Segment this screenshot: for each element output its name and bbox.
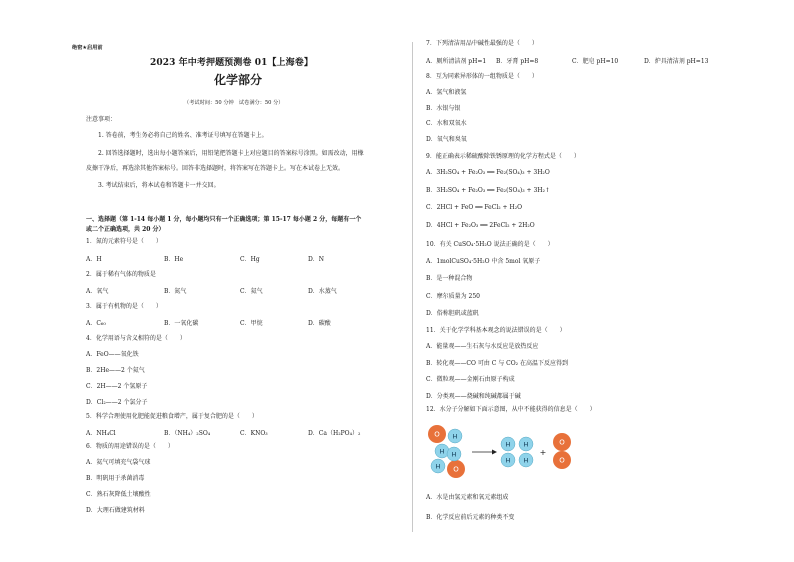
answer-option: C．甲烷 <box>240 320 263 327</box>
answer-option: A．H <box>86 256 102 263</box>
question-stem: 1．氮的元素符号是（ ） <box>86 238 162 245</box>
question-stem: 12．水分子分解如下面示意图，从中不能获得的信息是（ ） <box>426 406 596 413</box>
water-decomposition-diagram <box>426 422 596 478</box>
atom-label: H <box>439 447 445 456</box>
section-heading-cont: 或二个正确选项，共 20 分） <box>86 226 165 233</box>
answer-option: C．2H——2 个氢原子 <box>86 383 148 390</box>
atom-label: O <box>559 456 565 465</box>
note-item: 皮擦干净后，再选涂其他答案标号。回答非选择题时，将答案写在答题卡上。写在本试卷上无效。 <box>86 165 345 172</box>
answer-option: D．碳酸 <box>308 320 331 327</box>
answer-option: A．C₆₀ <box>86 320 106 327</box>
atom-label: H <box>523 440 529 449</box>
question-stem: 4．化学用语与含义相符的是（ ） <box>86 335 186 342</box>
answer-option: C．水和双氧水 <box>426 120 467 128</box>
exam-title: 2023 年中考押题预测卷 01【上海卷】 <box>150 58 313 68</box>
answer-option: B．是一种混合物 <box>426 275 473 283</box>
atom-label: H <box>452 432 458 441</box>
question-stem: 3．属于有机物的是（ ） <box>86 303 162 310</box>
answer-option: B．2He——2 个氦气 <box>86 367 145 374</box>
answer-option: B．3H₂SO₄ + Fe₂O₃ ══ Fe₂(SO₄)₃ + 3H₂↑ <box>426 186 550 194</box>
answer-option: A．氧气 <box>86 288 109 295</box>
atom-label: H <box>505 440 511 449</box>
question-stem: 7．下列清洁用品中碱性最强的是（ ） <box>426 40 538 47</box>
answer-option: C．氦气 <box>240 288 263 295</box>
answer-option: D．大理石做建筑材料 <box>86 507 145 514</box>
secret-mark: 绝密★启用前 <box>72 45 103 51</box>
answer-option: B．明矾用于杀菌消毒 <box>86 475 145 482</box>
answer-option: A．水是由氢元素和氧元素组成 <box>426 494 509 501</box>
question-stem: 8．互为同素异形体的一组物质是（ ） <box>426 73 538 80</box>
column-divider <box>412 42 413 532</box>
answer-option: D．Ca（H₂PO₄）₂ <box>308 430 361 437</box>
answer-option: B．氮气 <box>164 288 187 295</box>
answer-option: C．熟石灰降低土壤酸性 <box>86 491 151 498</box>
answer-option: B．（NH₄）₂SO₄ <box>164 430 211 437</box>
answer-option: C．KNO₃ <box>240 430 268 437</box>
answer-option: C．摩尔质量为 250 <box>426 292 480 300</box>
note-item: 3. 考试结束后，将本试卷和答题卡一并交回。 <box>98 182 220 189</box>
answer-option: B．化学反应前后元素的种类不变 <box>426 514 515 521</box>
atom-label: H <box>505 456 511 465</box>
exam-info: （考试时间：50 分钟 试卷满分：50 分） <box>184 100 284 106</box>
atom-label: H <box>451 450 457 459</box>
answer-option: B．水银与银 <box>426 104 461 112</box>
atom-label: O <box>559 438 565 447</box>
answer-option: D．氧气和臭氧 <box>426 135 467 143</box>
answer-option: B．转化观——CO 可由 C 与 CO₂ 在高温下反应得到 <box>426 359 568 367</box>
answer-option: D．炉具清洁剂 pH=13 <box>644 58 709 65</box>
reaction-arrow-icon <box>472 450 497 455</box>
answer-option: D．分类观——烧碱和纯碱都属于碱 <box>426 393 521 401</box>
answer-option: A．氦气可填充气袋气球 <box>86 459 151 466</box>
answer-option: B．牙膏 pH=8 <box>496 58 539 65</box>
answer-option: D．水蒸气 <box>308 288 337 295</box>
question-stem: 9．能正确表示稀硫酸除铁锈原理的化学方程式是（ ） <box>426 153 580 160</box>
answer-option: D．俗称胆矾或蓝矾 <box>426 309 479 317</box>
answer-option: C．微粒观——金刚石由原子构成 <box>426 376 515 384</box>
question-stem: 5．科学合理使用化肥能促进粮食增产，属于复合肥的是（ ） <box>86 413 258 420</box>
plus-sign: + <box>539 448 547 457</box>
answer-option: C．肥皂 pH=10 <box>572 58 619 65</box>
answer-option: A．能量观——生石灰与水反应是放热反应 <box>426 343 539 350</box>
answer-option: A．NH₄Cl <box>86 430 116 437</box>
question-stem: 2．属于稀有气体的物质是 <box>86 271 156 278</box>
question-stem: 6．物质的用途错误的是（ ） <box>86 443 174 450</box>
note-item: 1. 答卷前，考生务必将自己的姓名、准考证号填写在答题卡上。 <box>98 132 268 139</box>
question-stem: 11．关于化学学科基本观念的说法错误的是（ ） <box>426 327 566 334</box>
notes-heading: 注意事项： <box>86 116 117 123</box>
hydrogen-molecules <box>501 437 533 467</box>
answer-option: D．Cl₂——2 个氯分子 <box>86 399 148 406</box>
answer-option: D．N <box>308 256 325 263</box>
oxygen-molecule <box>553 433 571 469</box>
answer-option: B．一氧化碳 <box>164 320 199 327</box>
answer-option: A．3H₂SO₄ + Fe₂O₃ ══ Fe₂(SO₄)₃ + 3H₂O <box>426 169 550 176</box>
section-heading: 一、选择题（第 1-14 每小题 1 分，每小题均只有一个正确选项；第 15-17 每小题 2 分，每题有一个 <box>86 216 362 223</box>
atom-label: H <box>435 462 441 471</box>
atom-label: O <box>453 465 459 474</box>
question-stem: 10．有关 CuSO₄·5H₂O 说法正确的是（ ） <box>426 241 554 248</box>
exam-subtitle: 化学部分 <box>214 73 263 87</box>
answer-option: B．He <box>164 256 184 263</box>
note-item: 2. 回答选择题时，选出每小题答案后，用铅笔把答题卡上对应题目的答案标号涂黑。如需改动，用橡 <box>98 150 364 157</box>
answer-option: A．FeO——氧化铁 <box>86 351 139 358</box>
answer-option: A．厕所清洁剂 pH=1 <box>426 58 487 65</box>
answer-option: A．氢气和液氢 <box>426 89 467 96</box>
answer-option: C．2HCl + FeO ══ FeCl₂ + H₂O <box>426 204 523 211</box>
answer-option: D．4HCl + Fe₂O₃ ══ 2FeCl₂ + 2H₂O <box>426 221 535 229</box>
atom-label: H <box>523 456 529 465</box>
answer-option: C．Hg <box>240 256 260 263</box>
answer-option: A．1molCuSO₄·5H₂O 中含 5mol 氧原子 <box>426 258 541 265</box>
atom-label: O <box>434 430 440 439</box>
